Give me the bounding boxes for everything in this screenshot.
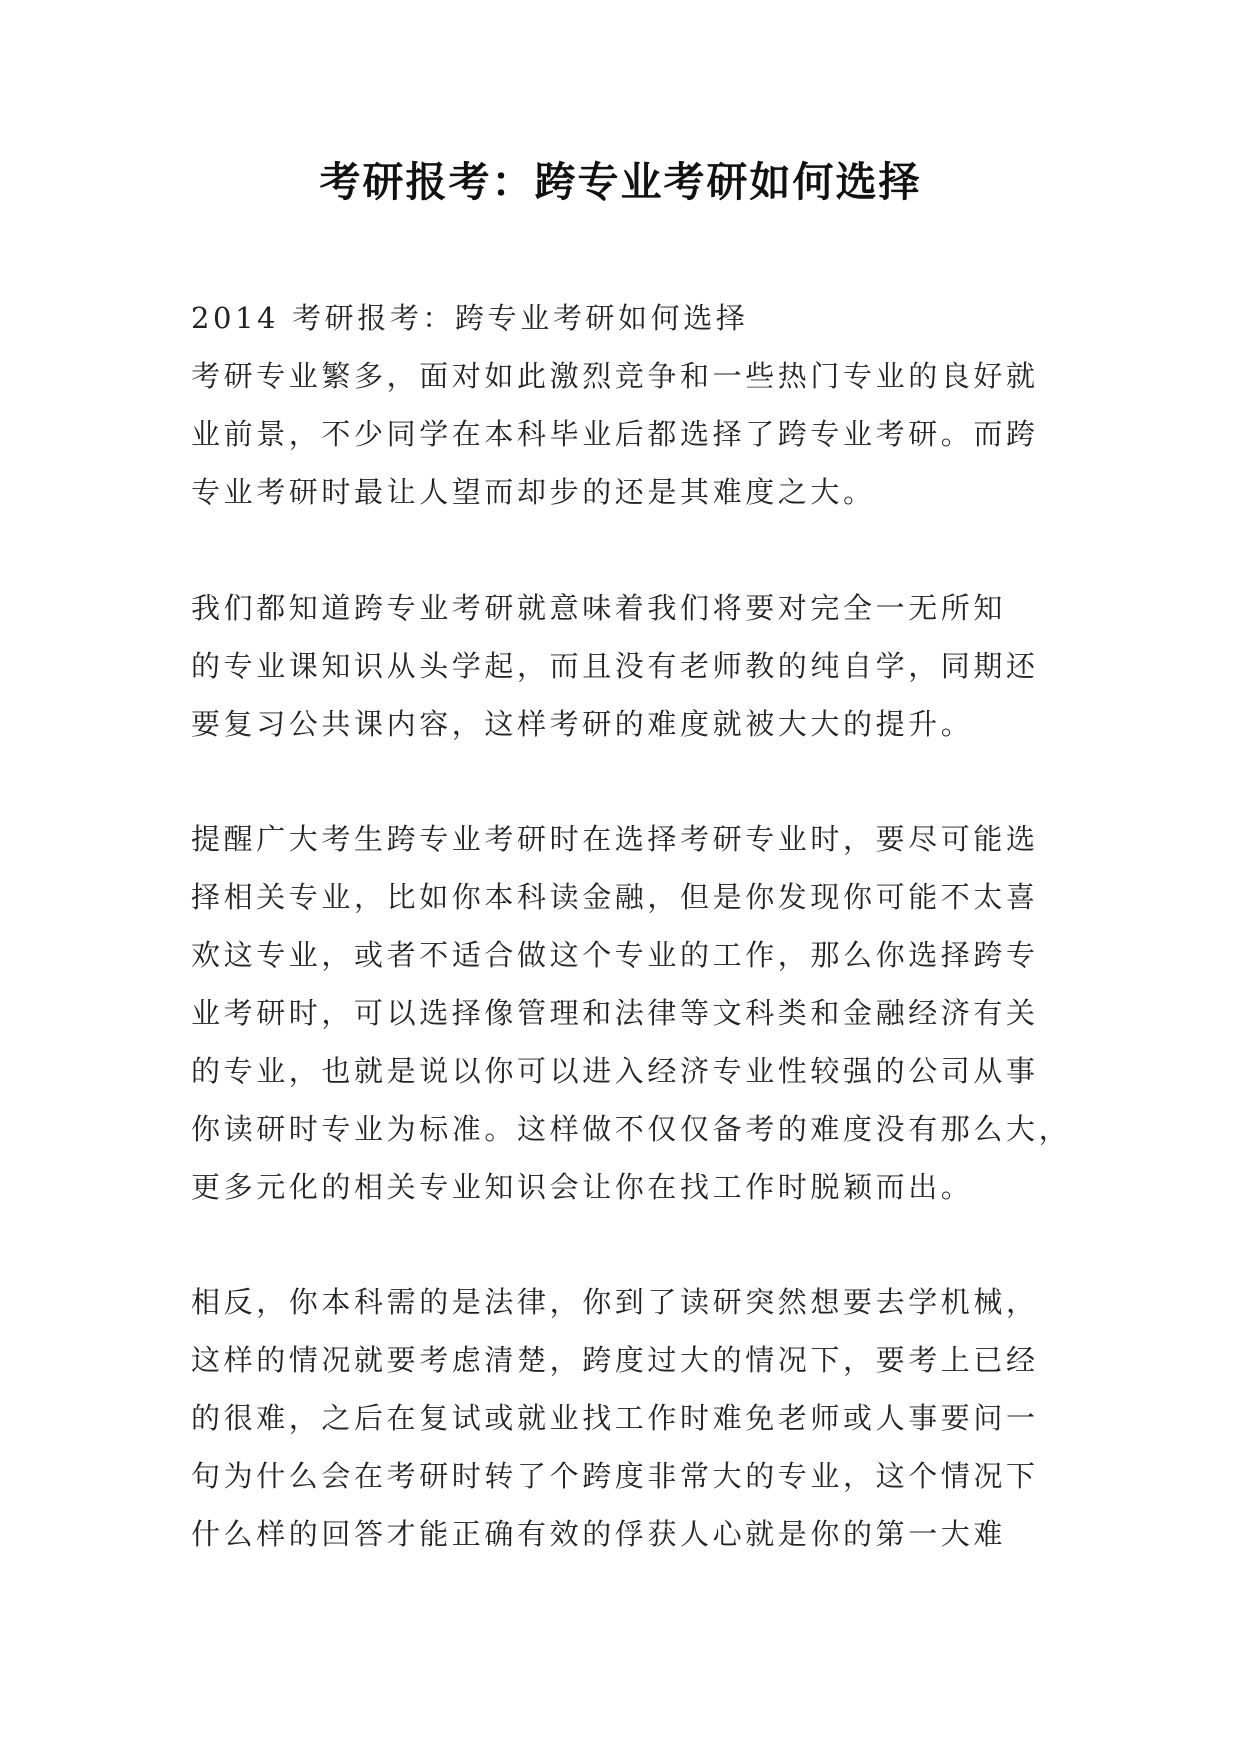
text-line: 专业考研时最让人望而却步的还是其难度之大。 bbox=[191, 475, 876, 509]
text-line: 的专业，也就是说以你可以进入经济专业性较强的公司从事 bbox=[191, 1054, 1039, 1088]
text-line: 要复习公共课内容，这样考研的难度就被大大的提升。 bbox=[191, 707, 974, 741]
text-line: 更多元化的相关专业知识会让你在找工作时脱颖而出。 bbox=[191, 1170, 974, 1204]
intro-paragraph bbox=[191, 289, 1061, 521]
text-line: 你读研时专业为标准。这样做不仅仅备考的难度没有那么大， bbox=[191, 1112, 1072, 1146]
text-line: 句为什么会在考研时转了个跨度非常大的专业，这个情况下 bbox=[191, 1459, 1039, 1493]
text-line: 择相关专业，比如你本科读金融，但是你发现你可能不太喜 bbox=[191, 880, 1039, 914]
paragraph-2 bbox=[191, 579, 1061, 753]
text-line: 什么样的回答才能正确有效的俘获人心就是你的第一大难 bbox=[191, 1517, 1007, 1551]
text-line: 的专业课知识从头学起，而且没有老师教的纯自学，同期还 bbox=[191, 649, 1039, 683]
text-line: 我们都知道跨专业考研就意味着我们将要对完全一无所知 bbox=[191, 591, 1007, 625]
paragraph-4 bbox=[191, 1273, 1061, 1563]
text-line: 相反，你本科需的是法律，你到了读研突然想要去学机械， bbox=[191, 1285, 1039, 1319]
paragraph-3 bbox=[191, 810, 1072, 1216]
text-line: 的很难，之后在复试或就业找工作时难免老师或人事要问一 bbox=[191, 1401, 1039, 1435]
text-line: 业前景，不少同学在本科毕业后都选择了跨专业考研。而跨 bbox=[191, 417, 1039, 451]
text-line: 欢这专业，或者不适合做这个专业的工作，那么你选择跨专 bbox=[191, 938, 1039, 972]
subtitle-line: 2014 考研报考：跨专业考研如何选择 bbox=[191, 301, 749, 335]
text-line: 业考研时，可以选择像管理和法律等文科类和金融经济有关 bbox=[191, 996, 1039, 1030]
text-line: 这样的情况就要考虑清楚，跨度过大的情况下，要考上已经 bbox=[191, 1343, 1039, 1377]
text-line: 考研专业繁多，面对如此激烈竞争和一些热门专业的良好就 bbox=[191, 359, 1039, 393]
document-title: 考研报考：跨专业考研如何选择 bbox=[319, 158, 922, 206]
text-line: 提醒广大考生跨专业考研时在选择考研专业时，要尽可能选 bbox=[191, 822, 1039, 856]
